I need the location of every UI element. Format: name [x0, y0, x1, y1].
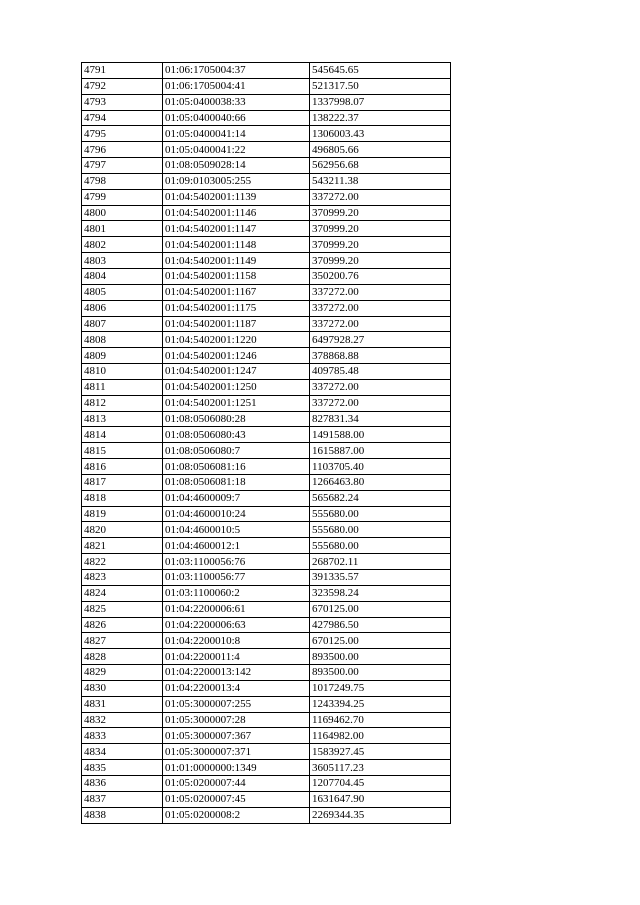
row-number-cell: 4815 — [82, 443, 163, 459]
table-row — [82, 173, 451, 189]
table-row — [82, 300, 451, 316]
table-row — [82, 268, 451, 284]
cadastral-number-cell: 01:05:3000007:28 — [163, 712, 310, 728]
row-number-cell: 4809 — [82, 348, 163, 364]
value-cell: 555680.00 — [310, 522, 451, 538]
value-cell: 1164982.00 — [310, 728, 451, 744]
value-cell: 1169462.70 — [310, 712, 451, 728]
table-row — [82, 364, 451, 380]
row-number-cell: 4806 — [82, 300, 163, 316]
cadastral-number-cell: 01:09:0103005:255 — [163, 173, 310, 189]
cadastral-number-cell: 01:08:0506081:18 — [163, 474, 310, 490]
table-row — [82, 775, 451, 791]
value-cell: 391335.57 — [310, 570, 451, 586]
table-row — [82, 680, 451, 696]
row-number-cell: 4827 — [82, 633, 163, 649]
row-number-cell: 4802 — [82, 237, 163, 253]
cadastral-number-cell: 01:04:4600010:5 — [163, 522, 310, 538]
row-number-cell: 4801 — [82, 221, 163, 237]
table-row — [82, 760, 451, 776]
value-cell: 337272.00 — [310, 189, 451, 205]
value-cell: 1243394.25 — [310, 696, 451, 712]
value-cell: 670125.00 — [310, 633, 451, 649]
table-row — [82, 427, 451, 443]
row-number-cell: 4811 — [82, 379, 163, 395]
table-row — [82, 221, 451, 237]
cadastral-number-cell: 01:04:5402001:1220 — [163, 332, 310, 348]
value-cell: 555680.00 — [310, 538, 451, 554]
value-cell: 337272.00 — [310, 395, 451, 411]
cadastral-number-cell: 01:04:2200006:63 — [163, 617, 310, 633]
row-number-cell: 4796 — [82, 142, 163, 158]
row-number-cell: 4834 — [82, 744, 163, 760]
cadastral-number-cell: 01:04:5402001:1167 — [163, 284, 310, 300]
table-row — [82, 443, 451, 459]
row-number-cell: 4835 — [82, 760, 163, 776]
table-row — [82, 348, 451, 364]
row-number-cell: 4820 — [82, 522, 163, 538]
table-row — [82, 522, 451, 538]
cadastral-number-cell: 01:04:5402001:1187 — [163, 316, 310, 332]
value-cell: 6497928.27 — [310, 332, 451, 348]
value-cell: 1103705.40 — [310, 459, 451, 475]
row-number-cell: 4800 — [82, 205, 163, 221]
table-row — [82, 490, 451, 506]
row-number-cell: 4833 — [82, 728, 163, 744]
value-cell: 827831.34 — [310, 411, 451, 427]
table-row — [82, 617, 451, 633]
value-cell: 268702.11 — [310, 554, 451, 570]
row-number-cell: 4821 — [82, 538, 163, 554]
value-cell: 1306003.43 — [310, 126, 451, 142]
value-cell: 337272.00 — [310, 300, 451, 316]
row-number-cell: 4825 — [82, 601, 163, 617]
table-row — [82, 538, 451, 554]
cadastral-number-cell: 01:04:2200006:61 — [163, 601, 310, 617]
value-cell: 138222.37 — [310, 110, 451, 126]
value-cell: 1266463.80 — [310, 474, 451, 490]
table-row — [82, 744, 451, 760]
row-number-cell: 4814 — [82, 427, 163, 443]
cadastral-number-cell: 01:01:0000000:1349 — [163, 760, 310, 776]
value-cell: 543211.38 — [310, 173, 451, 189]
table-row — [82, 284, 451, 300]
table-row — [82, 728, 451, 744]
cadastral-number-cell: 01:04:5402001:1149 — [163, 253, 310, 269]
table-row — [82, 110, 451, 126]
row-number-cell: 4799 — [82, 189, 163, 205]
table-row — [82, 253, 451, 269]
row-number-cell: 4794 — [82, 110, 163, 126]
value-cell: 670125.00 — [310, 601, 451, 617]
cadastral-number-cell: 01:04:5402001:1147 — [163, 221, 310, 237]
row-number-cell: 4797 — [82, 158, 163, 174]
cadastral-number-cell: 01:08:0506080:7 — [163, 443, 310, 459]
table-row — [82, 554, 451, 570]
cadastral-number-cell: 01:04:5402001:1139 — [163, 189, 310, 205]
table-row — [82, 332, 451, 348]
value-cell: 1583927.45 — [310, 744, 451, 760]
cadastral-number-cell: 01:04:5402001:1246 — [163, 348, 310, 364]
cadastral-number-cell: 01:03:1100056:77 — [163, 570, 310, 586]
row-number-cell: 4829 — [82, 665, 163, 681]
row-number-cell: 4817 — [82, 474, 163, 490]
value-cell: 1337998.07 — [310, 94, 451, 110]
row-number-cell: 4822 — [82, 554, 163, 570]
cadastral-number-cell: 01:03:1100060:2 — [163, 585, 310, 601]
table-row — [82, 585, 451, 601]
table-row — [82, 78, 451, 94]
row-number-cell: 4804 — [82, 268, 163, 284]
row-number-cell: 4838 — [82, 807, 163, 823]
value-cell: 323598.24 — [310, 585, 451, 601]
row-number-cell: 4803 — [82, 253, 163, 269]
row-number-cell: 4837 — [82, 791, 163, 807]
value-cell: 1615887.00 — [310, 443, 451, 459]
cadastral-number-cell: 01:04:5402001:1247 — [163, 364, 310, 380]
table-row — [82, 506, 451, 522]
row-number-cell: 4808 — [82, 332, 163, 348]
value-cell: 370999.20 — [310, 253, 451, 269]
cadastral-number-cell: 01:05:0400038:33 — [163, 94, 310, 110]
value-cell: 370999.20 — [310, 221, 451, 237]
table-row — [82, 63, 451, 79]
value-cell: 565682.24 — [310, 490, 451, 506]
table-row — [82, 791, 451, 807]
cadastral-number-cell: 01:08:0509028:14 — [163, 158, 310, 174]
value-cell: 521317.50 — [310, 78, 451, 94]
value-cell: 1207704.45 — [310, 775, 451, 791]
row-number-cell: 4826 — [82, 617, 163, 633]
cadastral-number-cell: 01:04:5402001:1250 — [163, 379, 310, 395]
value-cell: 350200.76 — [310, 268, 451, 284]
table-row — [82, 126, 451, 142]
table-row — [82, 395, 451, 411]
cadastral-number-cell: 01:05:0400040:66 — [163, 110, 310, 126]
table-row — [82, 696, 451, 712]
cadastral-number-cell: 01:04:2200010:8 — [163, 633, 310, 649]
value-cell: 1631647.90 — [310, 791, 451, 807]
cadastral-number-cell: 01:06:1705004:37 — [163, 63, 310, 79]
value-cell: 370999.20 — [310, 237, 451, 253]
table-row — [82, 237, 451, 253]
cadastral-number-cell: 01:05:3000007:367 — [163, 728, 310, 744]
cadastral-number-cell: 01:04:5402001:1251 — [163, 395, 310, 411]
cadastral-number-cell: 01:04:4600012:1 — [163, 538, 310, 554]
cadastral-number-cell: 01:04:5402001:1146 — [163, 205, 310, 221]
table-row — [82, 474, 451, 490]
row-number-cell: 4824 — [82, 585, 163, 601]
table-row — [82, 459, 451, 475]
table-row — [82, 411, 451, 427]
row-number-cell: 4823 — [82, 570, 163, 586]
value-cell: 555680.00 — [310, 506, 451, 522]
table-row — [82, 807, 451, 823]
cadastral-number-cell: 01:08:0506080:43 — [163, 427, 310, 443]
value-cell: 1491588.00 — [310, 427, 451, 443]
row-number-cell: 4807 — [82, 316, 163, 332]
table-row — [82, 316, 451, 332]
value-cell: 2269344.35 — [310, 807, 451, 823]
cadastral-number-cell: 01:04:5402001:1175 — [163, 300, 310, 316]
cadastral-number-cell: 01:06:1705004:41 — [163, 78, 310, 94]
value-cell: 337272.00 — [310, 284, 451, 300]
row-number-cell: 4812 — [82, 395, 163, 411]
row-number-cell: 4798 — [82, 173, 163, 189]
value-cell: 893500.00 — [310, 649, 451, 665]
row-number-cell: 4836 — [82, 775, 163, 791]
cadastral-number-cell: 01:05:3000007:255 — [163, 696, 310, 712]
table-row — [82, 94, 451, 110]
table-row — [82, 601, 451, 617]
row-number-cell: 4831 — [82, 696, 163, 712]
row-number-cell: 4793 — [82, 94, 163, 110]
table-row — [82, 379, 451, 395]
value-cell: 427986.50 — [310, 617, 451, 633]
cadastral-number-cell: 01:04:2200011:4 — [163, 649, 310, 665]
cadastral-number-cell: 01:05:0200007:45 — [163, 791, 310, 807]
cadastral-number-cell: 01:04:4600009:7 — [163, 490, 310, 506]
value-cell: 337272.00 — [310, 316, 451, 332]
table-row — [82, 649, 451, 665]
row-number-cell: 4792 — [82, 78, 163, 94]
row-number-cell: 4791 — [82, 63, 163, 79]
cadastral-number-cell: 01:04:4600010:24 — [163, 506, 310, 522]
table-row — [82, 189, 451, 205]
cadastral-number-cell: 01:03:1100056:76 — [163, 554, 310, 570]
cadastral-number-cell: 01:08:0506081:16 — [163, 459, 310, 475]
row-number-cell: 4813 — [82, 411, 163, 427]
table-row — [82, 570, 451, 586]
table-row — [82, 205, 451, 221]
row-number-cell: 4830 — [82, 680, 163, 696]
table-body — [82, 63, 451, 824]
row-number-cell: 4795 — [82, 126, 163, 142]
value-cell: 409785.48 — [310, 364, 451, 380]
row-number-cell: 4828 — [82, 649, 163, 665]
value-cell: 378868.88 — [310, 348, 451, 364]
value-cell: 370999.20 — [310, 205, 451, 221]
value-cell: 3605117.23 — [310, 760, 451, 776]
cadastral-number-cell: 01:04:5402001:1148 — [163, 237, 310, 253]
cadastral-number-cell: 01:04:2200013:4 — [163, 680, 310, 696]
value-cell: 337272.00 — [310, 379, 451, 395]
cadastral-number-cell: 01:05:0400041:22 — [163, 142, 310, 158]
value-cell: 545645.65 — [310, 63, 451, 79]
table-row — [82, 633, 451, 649]
cadastral-number-cell: 01:05:0200007:44 — [163, 775, 310, 791]
row-number-cell: 4832 — [82, 712, 163, 728]
cadastral-number-cell: 01:05:0400041:14 — [163, 126, 310, 142]
table-row — [82, 712, 451, 728]
table-row — [82, 142, 451, 158]
data-table — [81, 62, 451, 824]
value-cell: 1017249.75 — [310, 680, 451, 696]
value-cell: 562956.68 — [310, 158, 451, 174]
cadastral-number-cell: 01:05:3000007:371 — [163, 744, 310, 760]
row-number-cell: 4816 — [82, 459, 163, 475]
value-cell: 496805.66 — [310, 142, 451, 158]
row-number-cell: 4819 — [82, 506, 163, 522]
table-row — [82, 665, 451, 681]
row-number-cell: 4818 — [82, 490, 163, 506]
row-number-cell: 4805 — [82, 284, 163, 300]
value-cell: 893500.00 — [310, 665, 451, 681]
row-number-cell: 4810 — [82, 364, 163, 380]
cadastral-number-cell: 01:04:5402001:1158 — [163, 268, 310, 284]
cadastral-number-cell: 01:05:0200008:2 — [163, 807, 310, 823]
cadastral-number-cell: 01:04:2200013:142 — [163, 665, 310, 681]
table-row — [82, 158, 451, 174]
cadastral-number-cell: 01:08:0506080:28 — [163, 411, 310, 427]
